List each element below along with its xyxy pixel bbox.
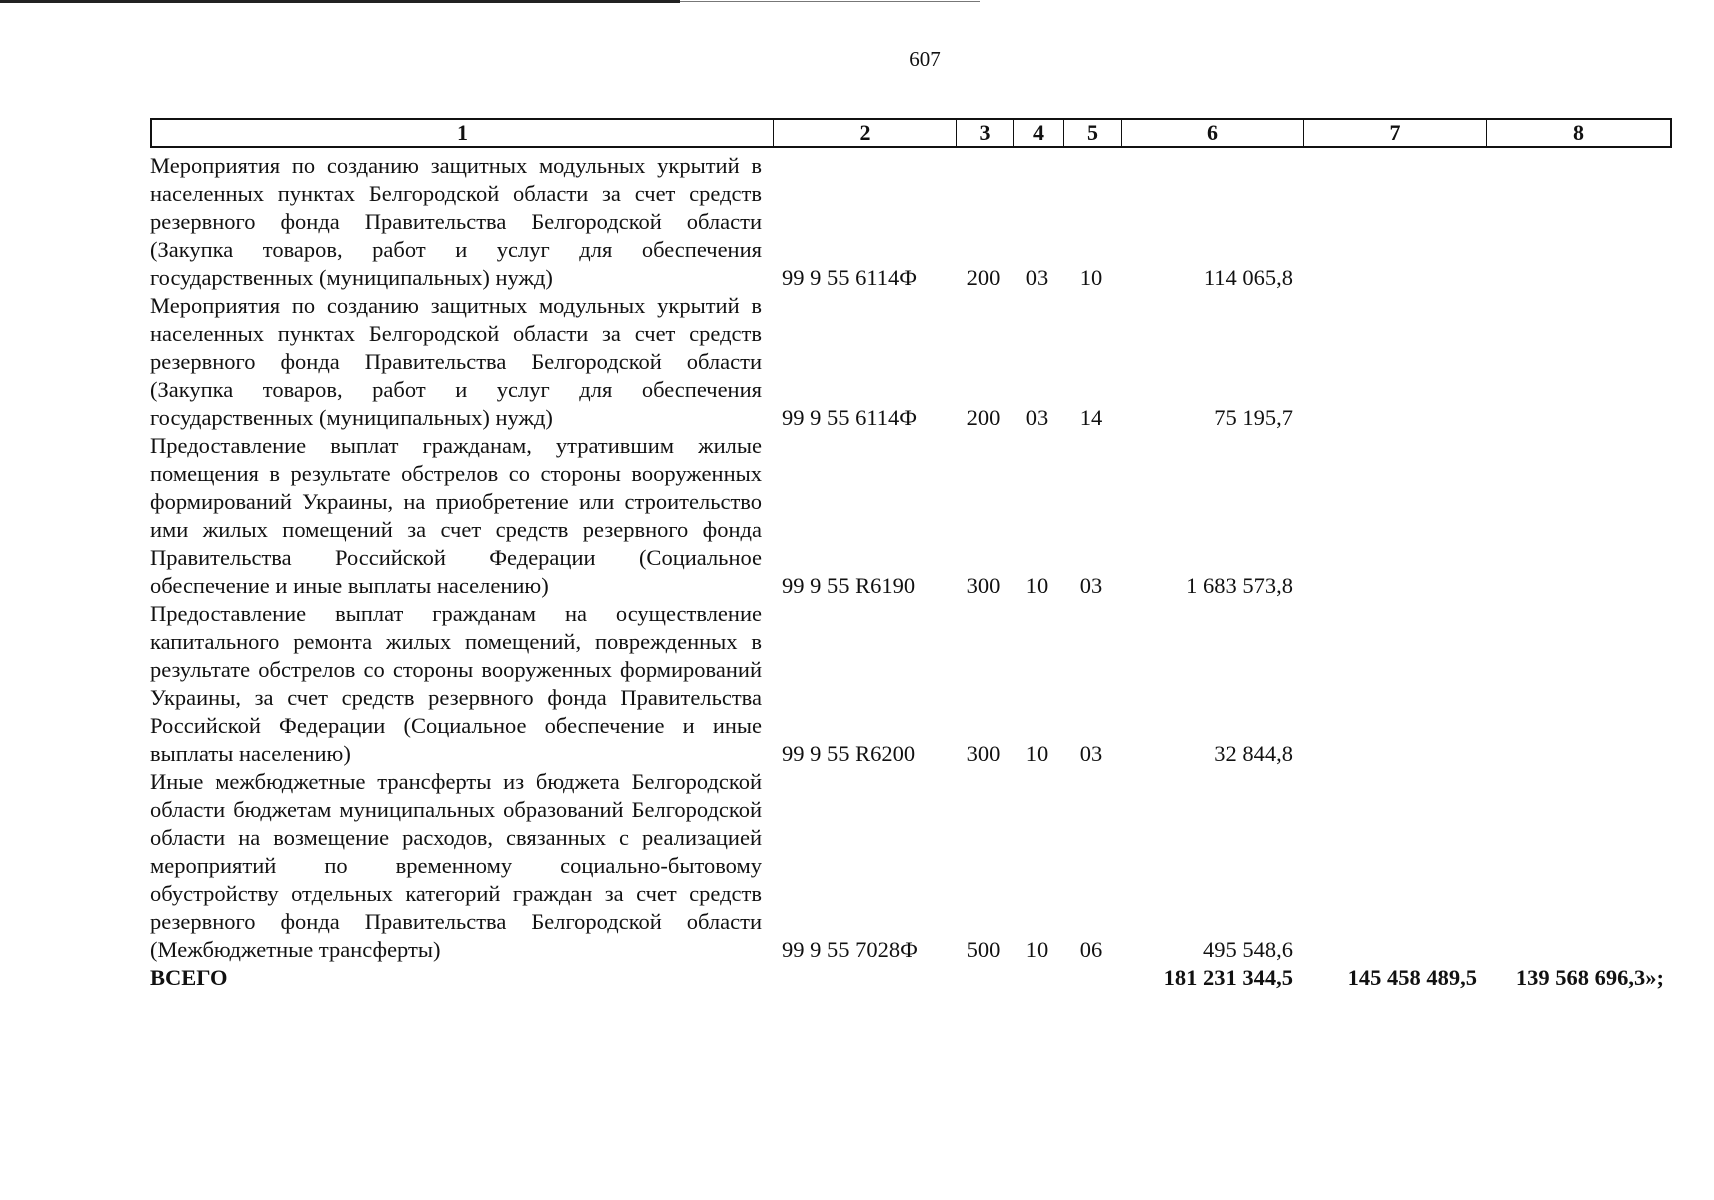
row-col4: 10 bbox=[1025, 937, 1049, 962]
header-cell-8: 8 bbox=[1573, 120, 1584, 145]
row-col3: 300 bbox=[966, 573, 1001, 598]
table-row bbox=[150, 768, 1672, 964]
table-row bbox=[150, 292, 1672, 432]
row-col5: 03 bbox=[1079, 741, 1103, 766]
header-cell-3: 3 bbox=[957, 120, 1014, 146]
header-cell-1: 1 bbox=[152, 120, 774, 146]
row-description: Мероприятия по созданию защитных модульных укрытий в населенных пунктах Белгородской области за счет средств резервного фонда Правительства Белгородской области (Закупка товаров, работ и услуг для обеспечения государственных (муниципальных) нужд) bbox=[150, 293, 762, 430]
row-col3: 300 bbox=[966, 741, 1001, 766]
header-cell-2: 2 bbox=[774, 120, 957, 146]
row-code: 99 9 55 6114Ф bbox=[782, 405, 918, 430]
total-amount-col8: 139 568 696,3»; bbox=[1515, 965, 1664, 990]
row-col3: 200 bbox=[966, 405, 1001, 430]
row-description: Мероприятия по созданию защитных модульных укрытий в населенных пунктах Белгородской области за счет средств резервного фонда Правительства Белгородской области (Закупка товаров, работ и услуг для обеспечения государственных (муниципальных) нужд) bbox=[150, 153, 762, 290]
row-code: 99 9 55 R6200 bbox=[782, 741, 916, 766]
row-code: 99 9 55 R6190 bbox=[782, 573, 916, 598]
row-amount-col6: 495 548,6 bbox=[1203, 937, 1293, 962]
row-amount-col6: 32 844,8 bbox=[1214, 741, 1293, 766]
row-col4: 10 bbox=[1025, 573, 1049, 598]
page-number: 607 bbox=[909, 47, 941, 71]
row-code: 99 9 55 6114Ф bbox=[782, 265, 918, 290]
row-amount-col6: 1 683 573,8 bbox=[1186, 573, 1293, 598]
row-amount-col6: 75 195,7 bbox=[1214, 405, 1293, 430]
page-number-container bbox=[0, 47, 1714, 72]
row-col3: 200 bbox=[966, 265, 1001, 290]
row-amount-col6: 114 065,8 bbox=[1203, 265, 1293, 290]
header-cell-6: 6 bbox=[1122, 120, 1304, 146]
header-cell-5: 5 bbox=[1064, 120, 1122, 146]
scan-edge-thin-line bbox=[680, 1, 980, 2]
scan-edge-line bbox=[0, 0, 680, 3]
row-description: Предоставление выплат гражданам на осуществление капитального ремонта жилых помещений, поврежденных в результате обстрелов со стороны вооруженных формирований Украины, за счет средств резервного фонда Правительства Российской Федерации (Социальное обеспечение и иные выплаты населению) bbox=[150, 601, 762, 766]
row-col4: 10 bbox=[1025, 741, 1049, 766]
header-cell-7: 7 bbox=[1304, 120, 1487, 146]
total-amount-col7: 145 458 489,5 bbox=[1347, 965, 1477, 990]
row-col5: 03 bbox=[1079, 573, 1103, 598]
row-col3: 500 bbox=[966, 937, 1001, 962]
table-row bbox=[150, 600, 1672, 768]
budget-table bbox=[150, 118, 1672, 992]
table-row bbox=[150, 152, 1672, 292]
row-code: 99 9 55 7028Ф bbox=[782, 937, 918, 962]
total-amount-col6: 181 231 344,5 bbox=[1163, 965, 1293, 990]
table-header-row bbox=[150, 118, 1672, 148]
total-row bbox=[150, 964, 1672, 992]
table-row bbox=[150, 432, 1672, 600]
header-cell-4: 4 bbox=[1014, 120, 1064, 146]
row-description: Предоставление выплат гражданам, утратившим жилые помещения в результате обстрелов со стороны вооруженных формирований Украины, на приобретение или строительство ими жилых помещений за счет средств резервного фонда Правительства Российской Федерации (Социальное обеспечение и иные выплаты населению) bbox=[150, 433, 762, 598]
row-col4: 03 bbox=[1025, 405, 1049, 430]
row-col5: 06 bbox=[1079, 937, 1103, 962]
total-label: ВСЕГО bbox=[150, 965, 228, 990]
table-body bbox=[150, 152, 1672, 992]
row-col4: 03 bbox=[1025, 265, 1049, 290]
row-col5: 14 bbox=[1079, 405, 1103, 430]
row-description: Иные межбюджетные трансферты из бюджета Белгородской области бюджетам муниципальных образований Белгородской области на возмещение расходов, связанных с реализацией мероприятий по временному социально-бытовому обустройству отдельных категорий граждан за счет средств резервного фонда Правительства Белгородской области (Межбюджетные трансферты) bbox=[150, 769, 762, 962]
row-col5: 10 bbox=[1079, 265, 1103, 290]
